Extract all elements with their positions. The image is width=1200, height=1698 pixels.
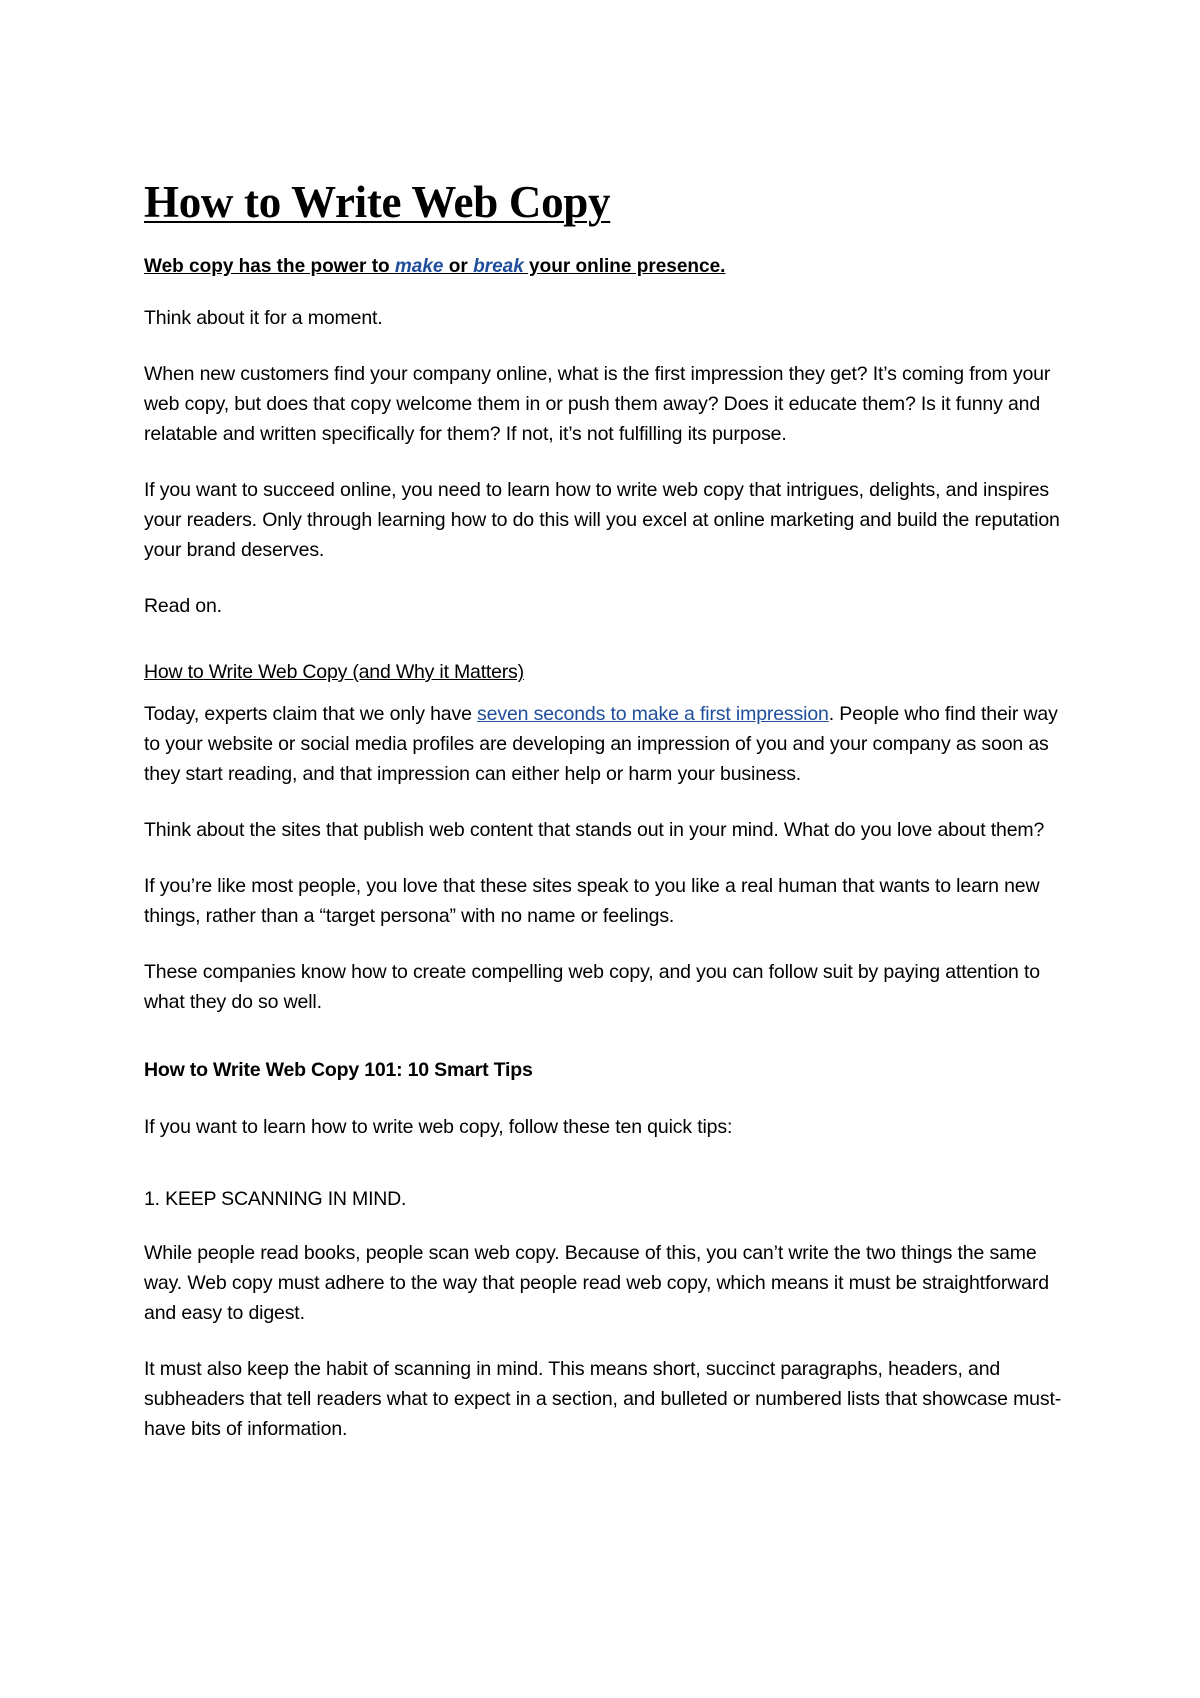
tip1-paragraph-1: While people read books, people scan web copy. Because of this, you can’t write the two things the same way. Web copy must adhere to the way that people read web copy, which means it must be straightforward and easy to digest.: [144, 1242, 1049, 1324]
first-impression-link[interactable]: seven seconds to make a first impression: [477, 703, 829, 725]
section-heading-smart-tips: How to Write Web Copy 101: 10 Smart Tips: [144, 1059, 533, 1081]
section1-paragraph-3: If you’re like most people, you love that these sites speak to you like a real human that wants to learn new things, rather than a “target persona” with no name or feelings.: [144, 875, 1040, 927]
lead-prefix: Web copy has the power to: [144, 256, 395, 277]
section-heading-why-it-matters: How to Write Web Copy (and Why it Matters): [144, 661, 524, 683]
lead-middle: or: [443, 256, 474, 277]
intro-paragraph-4: Read on.: [144, 595, 222, 617]
section1-paragraph-4: These companies know how to create compelling web copy, and you can follow suit by paying attention to what they do so well.: [144, 961, 1040, 1013]
lead-suffix: your online presence.: [523, 256, 726, 277]
intro-paragraph-2: When new customers find your company online, what is the first impression they get? It’s coming from your web copy, but does that copy welcome them in or push them away? Does it educate them? Is it funny and relatable and written specifically for them? If not, it’s not fulfilling its purpose.: [144, 363, 1051, 445]
section1-p1-suffix: . People who find their way to your website or social media profiles are developing an impression of you and your company as soon as they start reading, and that impression can either help or harm your business.: [144, 703, 1058, 785]
lead-sentence: [144, 252, 1074, 282]
intro-paragraph-3: If you want to succeed online, you need to learn how to write web copy that intrigues, delights, and inspires your readers. Only through learning how to do this will you excel at online marketing and build the reputation your brand deserves.: [144, 479, 1060, 561]
section2-paragraph-1: If you want to learn how to write web copy, follow these ten quick tips:: [144, 1116, 733, 1138]
section1-p1-prefix: Today, experts claim that we only have: [144, 703, 478, 725]
document-page: [144, 176, 1074, 1470]
tip1-paragraph-2: It must also keep the habit of scanning in mind. This means short, succinct paragraphs, headers, and subheaders that tell readers what to expect in a section, and bulleted or numbered lists that showcase must-have bits of information.: [144, 1358, 1062, 1440]
intro-paragraph-1: Think about it for a moment.: [144, 307, 383, 329]
section1-paragraph-1: [144, 699, 1074, 789]
page-title: How to Write Web Copy: [144, 177, 611, 227]
tip-1-heading: 1. KEEP SCANNING IN MIND.: [144, 1188, 407, 1210]
make-link[interactable]: make: [394, 256, 444, 277]
section1-paragraph-2: Think about the sites that publish web content that stands out in your mind. What do you love about them?: [144, 819, 1045, 841]
break-link[interactable]: break: [473, 256, 524, 277]
